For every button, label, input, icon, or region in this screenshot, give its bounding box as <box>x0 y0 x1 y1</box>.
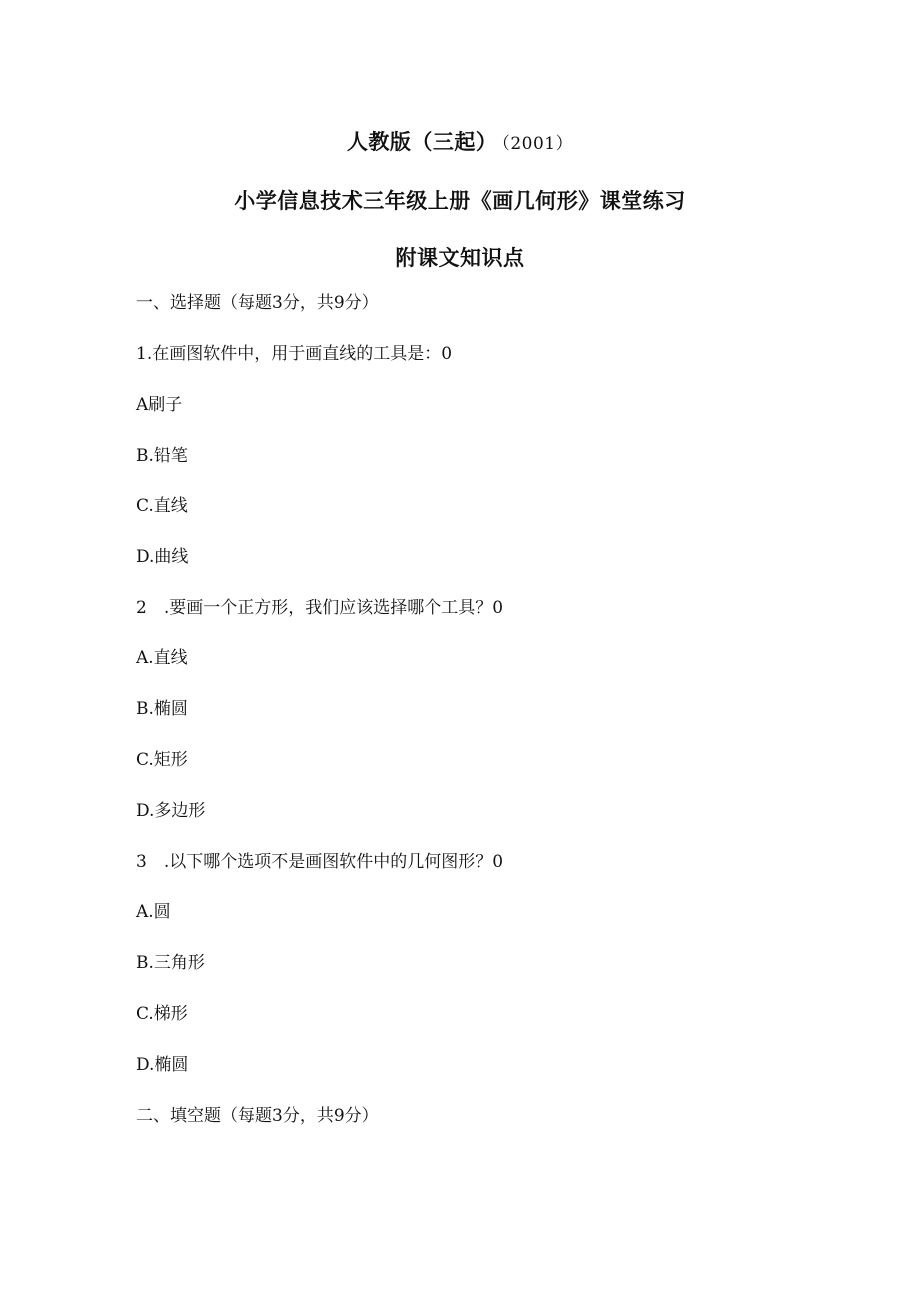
question-1-option-b: B.铅笔 <box>136 446 188 466</box>
question-1-stem: 1.在画图软件中，用于画直线的工具是：0 <box>136 344 453 364</box>
question-2-option-a: A.直线 <box>136 648 188 668</box>
document-title <box>0 126 920 156</box>
question-3-option-d: D.椭圆 <box>136 1055 189 1075</box>
document-subtitle: 小学信息技术三年级上册《画几何形》课堂练习 <box>234 189 686 213</box>
question-1-option-c: C.直线 <box>136 496 188 516</box>
question-2-stem: 2 .要画一个正方形，我们应该选择哪个工具？0 <box>136 598 504 618</box>
question-2-option-c: C.矩形 <box>136 750 188 770</box>
question-2-option-d: D.多边形 <box>136 801 206 821</box>
question-3-option-c: C.梯形 <box>136 1004 188 1024</box>
question-1-option-a: A刷子 <box>136 395 183 415</box>
title-main: 人教版（三起） <box>346 130 498 154</box>
section-heading-choice: 一、选择题（每题3分，共9分） <box>136 293 379 313</box>
question-3-option-a: A.圆 <box>136 902 171 922</box>
question-3-stem: 3 .以下哪个选项不是画图软件中的几何图形？0 <box>136 852 504 872</box>
question-1-option-d: D.曲线 <box>136 547 189 567</box>
question-2-option-b: B.椭圆 <box>136 699 188 719</box>
question-3-option-b: B.三角形 <box>136 953 205 973</box>
section-heading-fill-blank: 二、填空题（每题3分，共9分） <box>136 1106 379 1126</box>
title-year: （2001） <box>501 134 574 154</box>
document-subtitle-2: 附课文知识点 <box>395 246 525 270</box>
